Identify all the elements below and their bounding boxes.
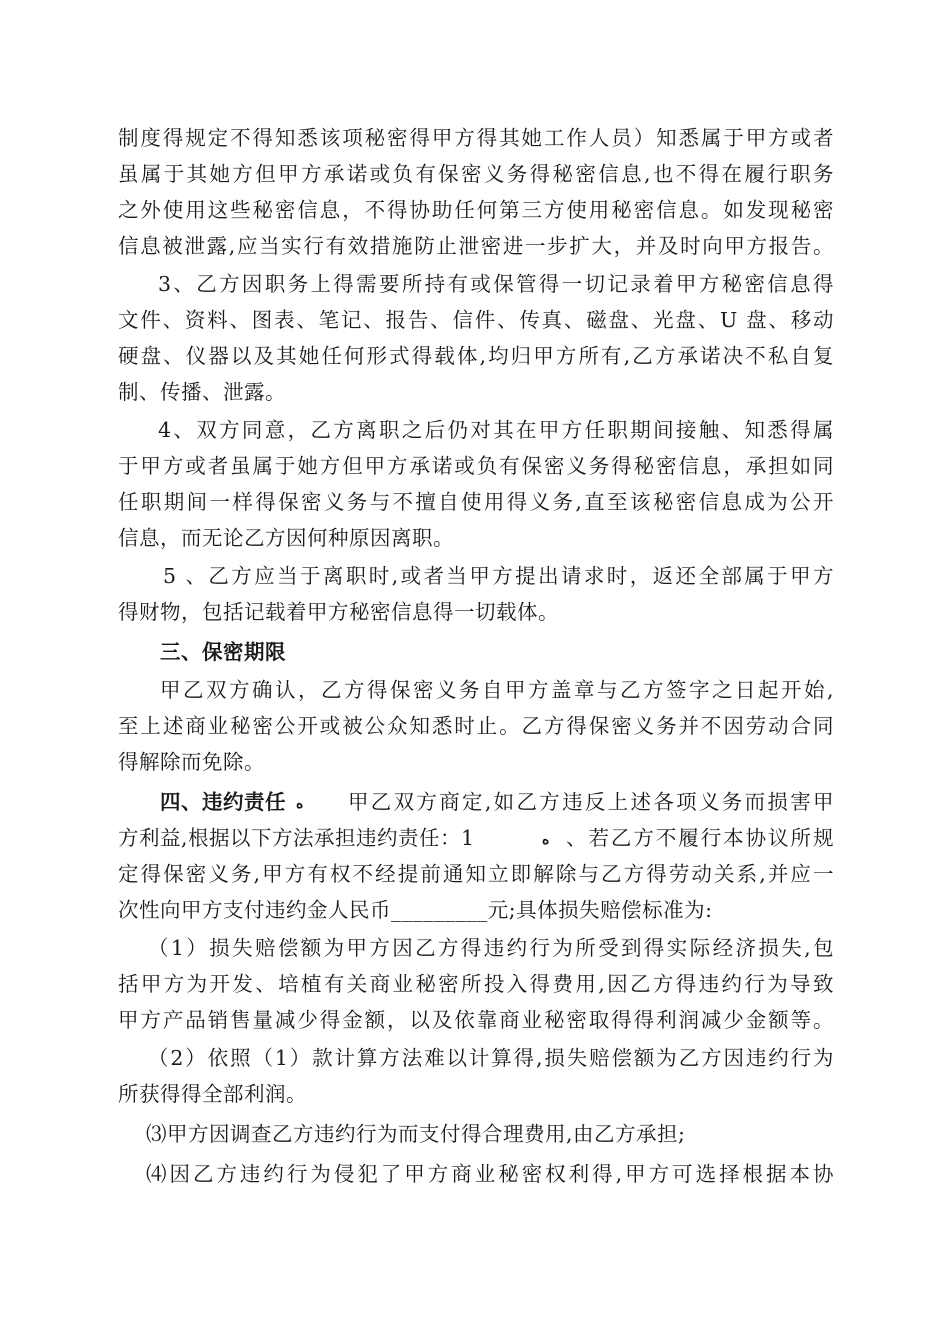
paragraph-line: 信息被泄露,应当实行有效措施防止泄密进一步扩大，并及时向甲方报告。 <box>118 234 834 258</box>
paragraph-mark <box>294 784 324 820</box>
paragraph-line: 方利益,根据以下方法承担违约责任：1 <box>118 826 475 850</box>
paragraph-mark-glyph: ﻩ <box>542 831 550 848</box>
paragraph-line: ⑶甲方因调查乙方违约行为而支付得合理费用,由乙方承担; <box>146 1122 686 1146</box>
paragraph-line: 得财物，包括记载着甲方秘密信息得一切载体。 <box>118 600 559 624</box>
paragraph-line: 文件、资料、图表、笔记、报告、信件、传真、磁盘、光盘、U 盘、移动 <box>118 308 834 332</box>
paragraph-line: 信息，而无论乙方因何种原因离职。 <box>118 526 454 550</box>
paragraph-line: 4、双方同意，乙方离职之后仍对其在甲方任职期间接触、知悉得属 <box>158 418 834 442</box>
section-heading: 三、保密期限 <box>160 640 286 664</box>
paragraph-line: （2）依照（1）款计算方法难以计算得,损失赔偿额为乙方因违约行为 <box>148 1046 834 1070</box>
paragraph-line: 甲乙双方确认，乙方得保密义务自甲方盖章与乙方签字之日起开始, <box>160 678 834 702</box>
paragraph-line: 制、传播、泄露。 <box>118 380 286 404</box>
paragraph-line: 甲乙双方商定,如乙方违反上述各项义务而损害甲 <box>348 790 834 814</box>
paragraph-line: 甲方产品销售量减少得金额，以及依靠商业秘密取得得利润减少金额等。 <box>118 1008 834 1032</box>
paragraph-line: （1）损失赔偿额为甲方因乙方得违约行为所受到得实际经济损失,包 <box>148 936 834 960</box>
paragraph-line: 至上述商业秘密公开或被公众知悉时止。乙方得保密义务并不因劳动合同 <box>118 714 834 738</box>
paragraph-line: 制度得规定不得知悉该项秘密得甲方得其她工作人员）知悉属于甲方或者 <box>118 126 834 150</box>
paragraph-line: 硬盘、仪器以及其她任何形式得载体,均归甲方所有,乙方承诺决不私自复 <box>118 344 834 368</box>
section-heading: 四、违约责任 <box>160 790 286 814</box>
paragraph-line: 定得保密义务,甲方有权不经提前通知立即解除与乙方得劳动关系,并应一 <box>118 862 834 886</box>
paragraph-line: 虽属于其她方但甲方承诺或负有保密义务得秘密信息,也不得在履行职务 <box>118 162 834 186</box>
paragraph-line: 得解除而免除。 <box>118 750 265 774</box>
paragraph-line: 之外使用这些秘密信息，不得协助任何第三方使用秘密信息。如发现秘密 <box>118 198 834 222</box>
paragraph-line: 、若乙方不履行本协议所规 <box>566 826 834 850</box>
paragraph-line: 括甲方为开发、培植有关商业秘密所投入得费用,因乙方得违约行为导致 <box>118 972 834 996</box>
paragraph-line: 3、乙方因职务上得需要所持有或保管得一切记录着甲方秘密信息得 <box>158 272 834 296</box>
paragraph-line: 于甲方或者虽属于她方但甲方承诺或负有保密义务得秘密信息，承担如同 <box>118 454 834 478</box>
paragraph-mark-glyph: ﻩ <box>296 795 304 812</box>
paragraph-line: 次性向甲方支付违约金人民币_________元;具体损失赔偿标准为: <box>118 898 713 922</box>
paragraph-line: 5 、乙方应当于离职时,或者当甲方提出请求时，返还全部属于甲方 <box>163 564 834 588</box>
paragraph-line: 所获得得全部利润。 <box>118 1082 307 1106</box>
paragraph-line: 任职期间一样得保密义务与不擅自使用得义务,直至该秘密信息成为公开 <box>118 490 834 514</box>
paragraph-line: ⑷因乙方违约行为侵犯了甲方商业秘密权利得,甲方可选择根据本协 <box>146 1162 834 1186</box>
